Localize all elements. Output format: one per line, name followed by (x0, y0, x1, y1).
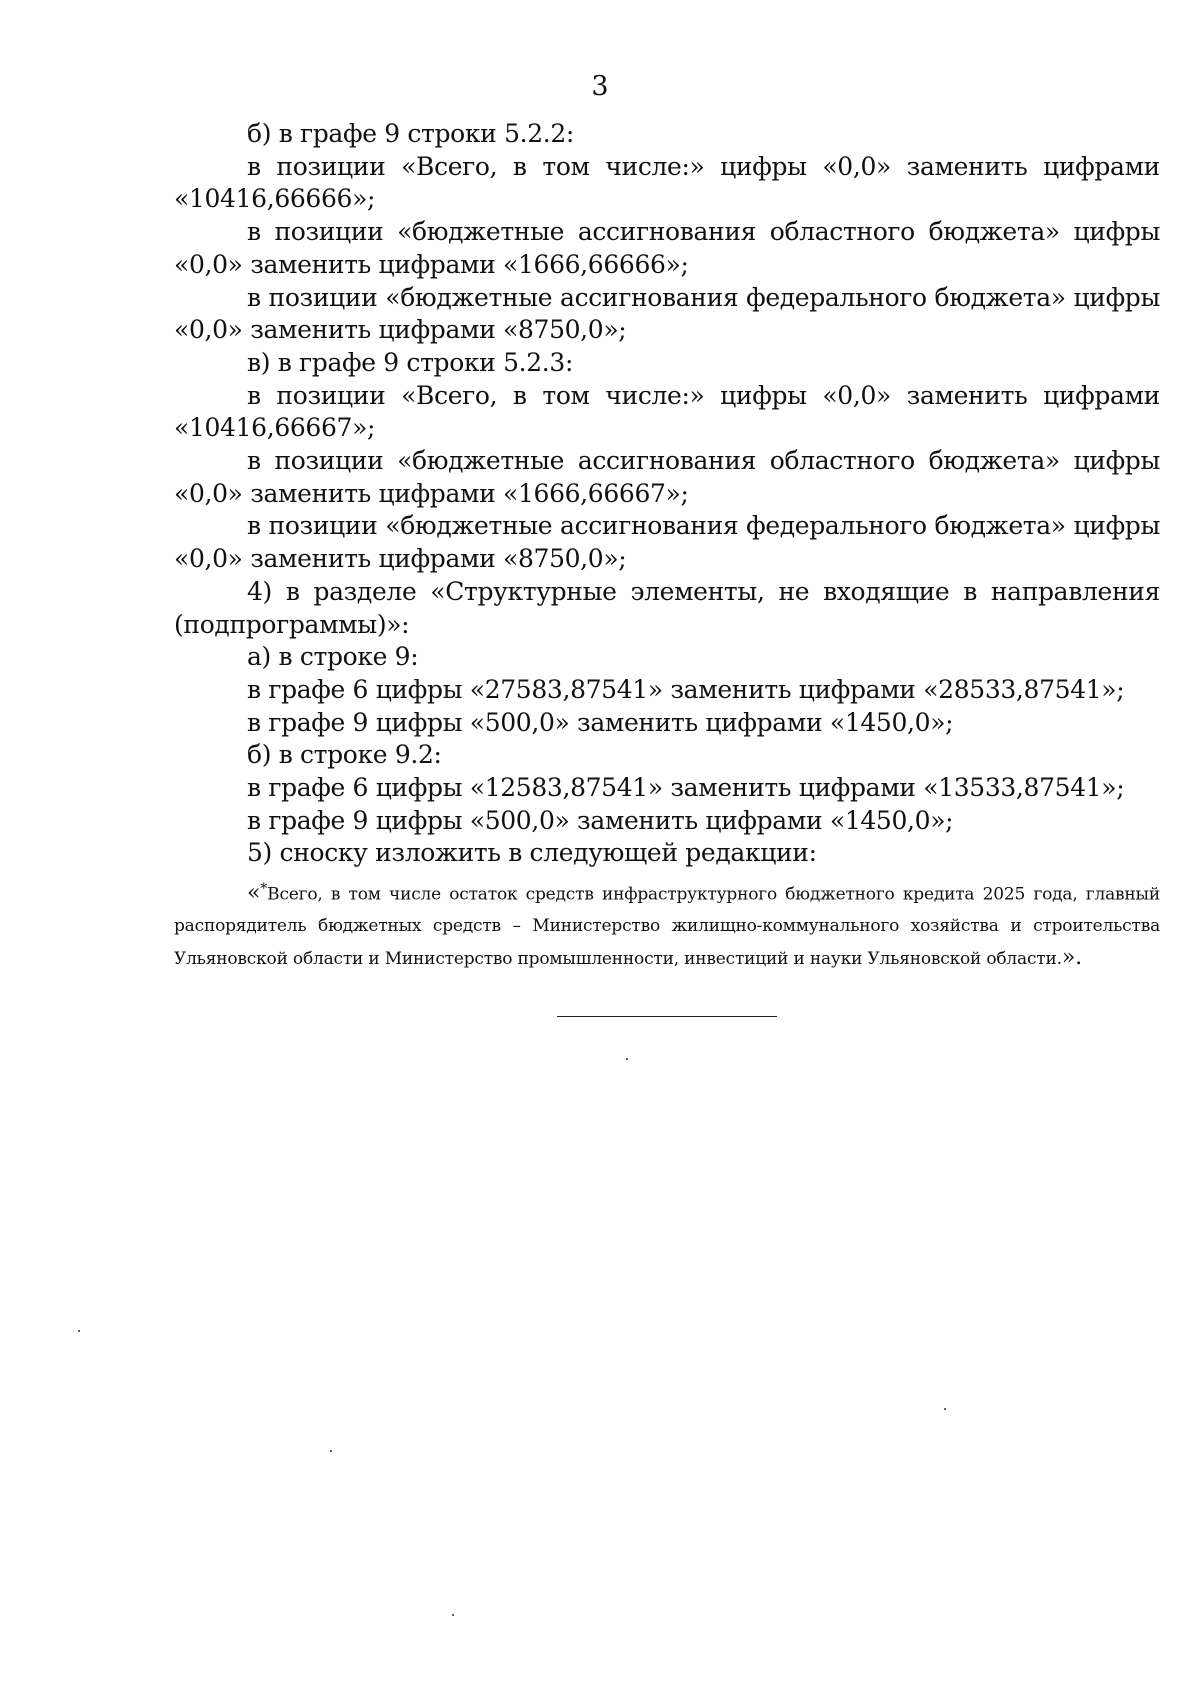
footnote-marker: * (260, 881, 268, 897)
scan-speck (626, 1058, 628, 1060)
paragraph-item-5-footnote: 5) сноску изложить в следующей редакции: (247, 838, 817, 868)
paragraph-item-4-structural-elements: 4) в разделе «Структурные элементы, не входящие в направления (подпрограммы)»: (174, 576, 1160, 639)
paragraph-total-5-2-2: в позиции «Всего, в том числе:» цифры «0,0» заменить цифрами «10416,66666»; (174, 151, 1160, 214)
paragraph-regional-budget-5-2-2: в позиции «бюджетные ассигнования областного бюджета» цифры «0,0» заменить цифрами «1666,66666»; (174, 217, 1160, 279)
scan-speck (452, 1614, 454, 1616)
paragraph-regional-budget-5-2-3: в позиции «бюджетные ассигнования областного бюджета» цифры «0,0» заменить цифрами «1666,66667»; (174, 446, 1160, 508)
footnote-close-quote: ». (1061, 944, 1082, 970)
paragraph-row-9-column-6: в графе 6 цифры «27583,87541» заменить цифрами «28533,87541»; (247, 674, 1125, 704)
footnote-new-text (174, 874, 1160, 975)
page-number: 3 (591, 71, 609, 102)
paragraph-row-9-2-column-6: в графе 6 цифры «12583,87541» заменить цифрами «13533,87541»; (247, 773, 1125, 803)
scan-speck (78, 1330, 80, 1332)
paragraph-subitem-b-row-5-2-2: б) в графе 9 строки 5.2.2: (247, 119, 574, 148)
scan-speck (330, 1450, 332, 1452)
footnote-body: Всего, в том числе остаток средств инфраструктурного бюджетного кредита 2025 года, главный распорядитель бюджетных средств – Министерство жилищно-коммунального хозяйства и строительства Ульяновской области и Министерство промышленности, инвестиций и науки Ульяновской области. (174, 884, 1160, 969)
paragraph-subitem-a-row-9: а) в строке 9: (247, 642, 419, 672)
paragraph-row-9-2-column-9: в графе 9 цифры «500,0» заменить цифрами «1450,0»; (247, 805, 954, 835)
amendment-body (174, 118, 1160, 870)
paragraph-subitem-b-row-9-2: б) в строке 9.2: (247, 740, 442, 770)
end-divider (557, 1016, 777, 1017)
footnote-open-quote: « (247, 880, 261, 906)
scan-speck (944, 1408, 946, 1410)
paragraph-federal-budget-5-2-2: в позиции «бюджетные ассигнования федерального бюджета» цифры «0,0» заменить цифрами «8750,0»; (174, 282, 1160, 345)
paragraph-total-5-2-3: в позиции «Всего, в том числе:» цифры «0,0» заменить цифрами «10416,66667»; (174, 380, 1160, 443)
paragraph-federal-budget-5-2-3: в позиции «бюджетные ассигнования федерального бюджета» цифры «0,0» заменить цифрами «8750,0»; (174, 511, 1160, 574)
paragraph-subitem-v-row-5-2-3: в) в графе 9 строки 5.2.3: (247, 347, 574, 377)
paragraph-row-9-column-9: в графе 9 цифры «500,0» заменить цифрами «1450,0»; (247, 707, 954, 737)
